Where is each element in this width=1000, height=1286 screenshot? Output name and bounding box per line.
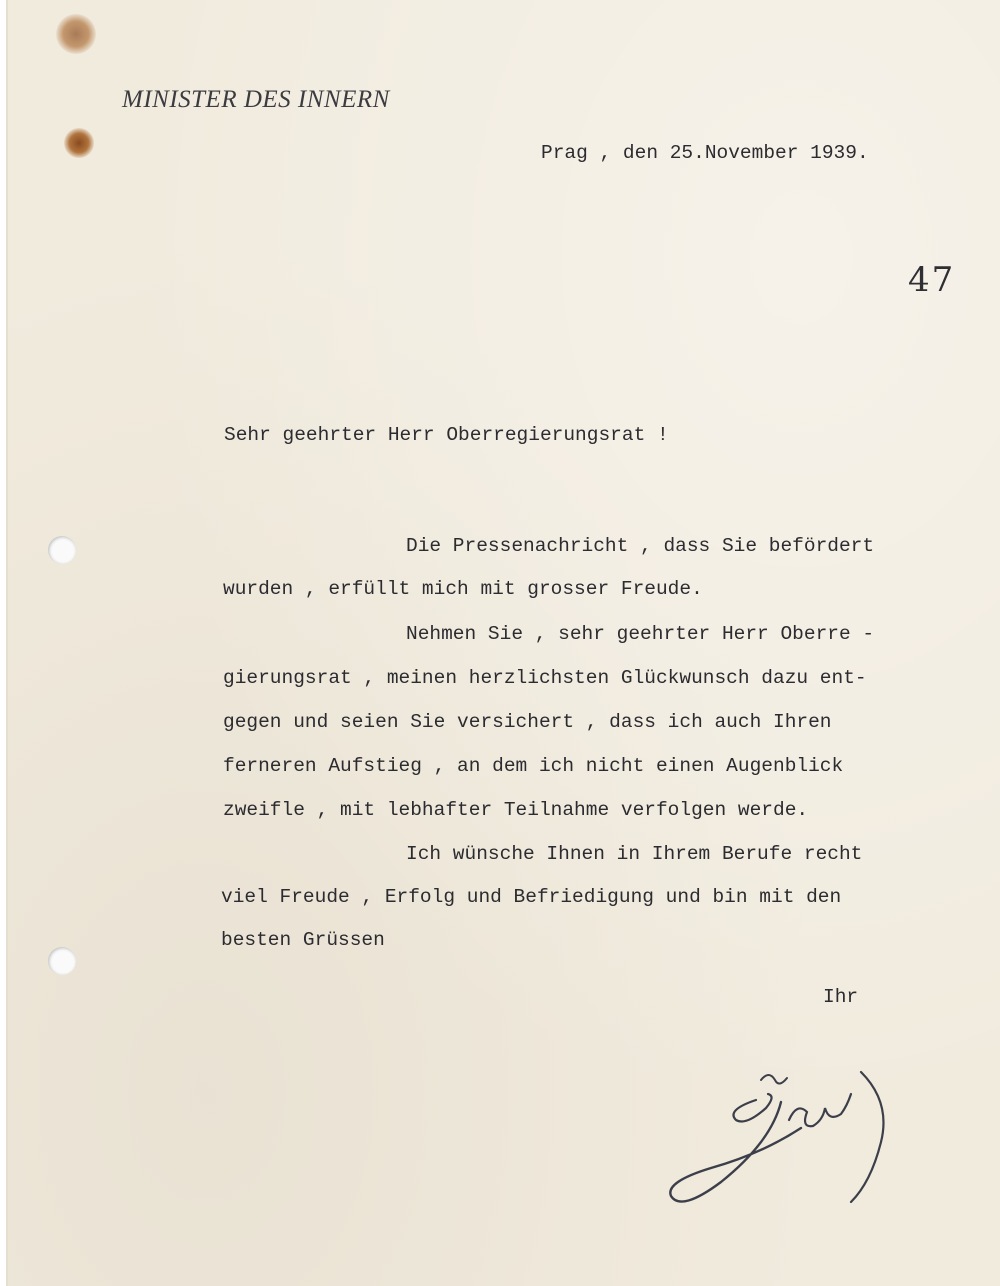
body-line: ferneren Aufstieg , an dem ich nicht einen Augenblick xyxy=(223,755,844,777)
body-line: Die Pressenachricht , dass Sie befördert xyxy=(406,535,875,557)
body-line: viel Freude , Erfolg und Befriedigung und bin mit den xyxy=(221,886,842,908)
punch-hole-upper xyxy=(48,536,76,564)
closing: Ihr xyxy=(823,986,859,1008)
letter-sheet xyxy=(6,0,1000,1286)
handwritten-signature xyxy=(661,1060,901,1220)
page-number: 47 xyxy=(908,260,956,300)
body-line: besten Grüssen xyxy=(221,929,385,951)
dateline: Prag , den 25.November 1939. xyxy=(541,142,869,164)
rust-stain-lower xyxy=(64,128,94,158)
body-line: Ich wünsche Ihnen in Ihrem Berufe recht xyxy=(406,843,863,865)
body-line: zweifle , mit lebhafter Teilnahme verfolgen werde. xyxy=(223,799,809,821)
body-line: gierungsrat , meinen herzlichsten Glückwunsch dazu ent- xyxy=(223,667,867,689)
body-line: Nehmen Sie , sehr geehrter Herr Oberre - xyxy=(406,623,875,645)
salutation: Sehr geehrter Herr Oberregierungsrat ! xyxy=(224,424,669,446)
letterhead: MINISTER DES INNERN xyxy=(122,86,390,113)
body-line: gegen und seien Sie versichert , dass ich auch Ihren xyxy=(223,711,832,733)
rust-stain-top xyxy=(56,14,96,54)
body-line: wurden , erfüllt mich mit grosser Freude. xyxy=(223,578,703,600)
punch-hole-lower xyxy=(48,947,76,975)
